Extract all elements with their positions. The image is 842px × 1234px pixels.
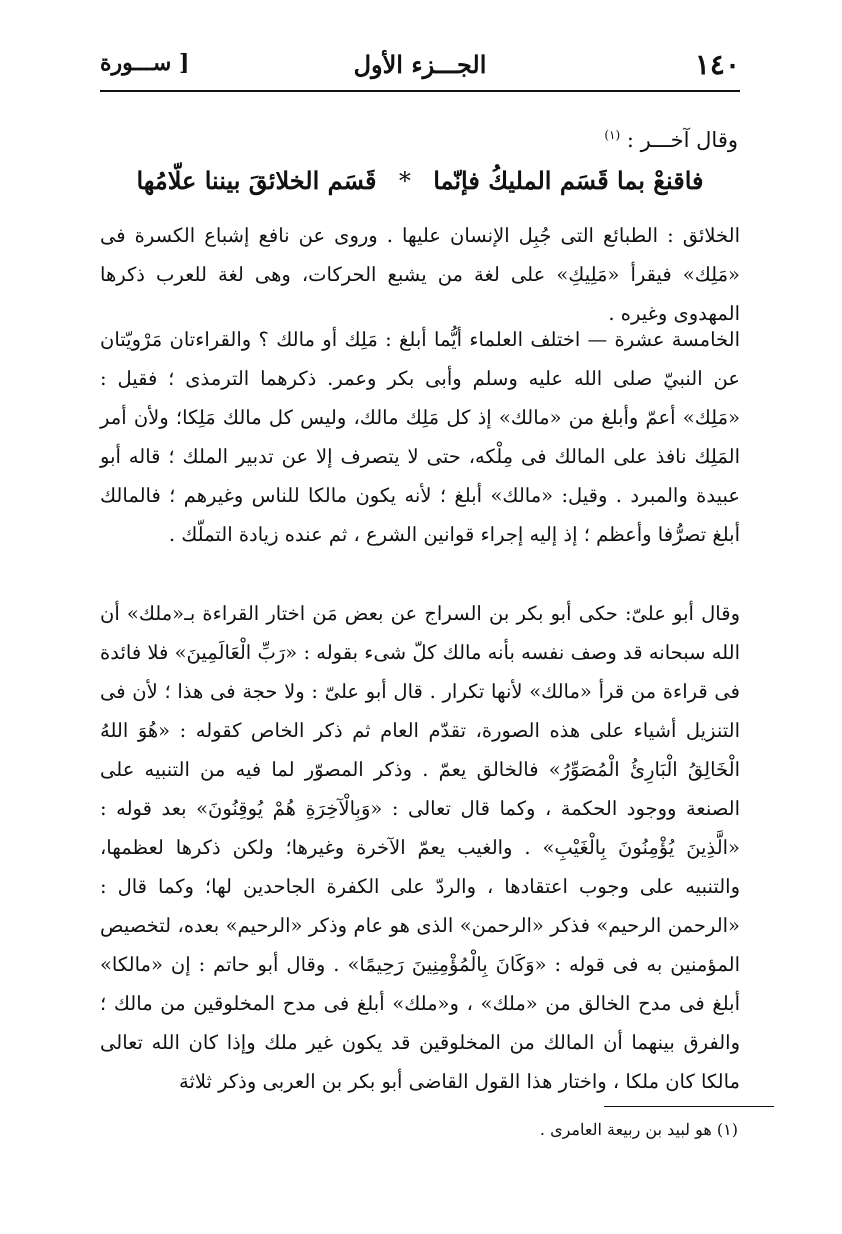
poem-separator: * (398, 167, 411, 195)
page-header (100, 44, 740, 84)
footnote-marker: (١) (604, 128, 621, 142)
poem-hemistich-2: قَسَم الخلائقَ بيننا علّامُها (136, 166, 377, 195)
paragraph-abu-ali: وقال أبو علىّ: حكى أبو بكر بن السراج عن بعض مَن اختار القراءة بـ«ملك» أن الله سبحانه قد وصف نفسه بأنه مالك كلّ شىء بقوله : «رَبِّ الْعَالَمِينَ» فلا فائدة فى قراءة من قرأ «مالك» لأنها تكرار . قال أبو علىّ : ولا حجة فى هذا ؛ لأن فى التنزيل أشياء على هذه الصورة، تقدّم العام ثم ذكر الخاص كقوله : «هُوَ اللهُ الْخَالِقُ الْبَارِئُ الْمُصَوِّرُ» فالخالق يعمّ . وذكر المصوّر لما فيه من التنبيه على الصنعة ووجود الحكمة ، وكما قال تعالى : «وَبِالْآخِرَةِ هُمْ يُوقِنُونَ» بعد قوله : «الَّذِينَ يُؤْمِنُونَ بِالْغَيْبِ» . والغيب يعمّ الآخرة وغيرها؛ ولكن ذكرها لعظمها، والتنبيه على وجوب اعتقادها ، والردّ على الكفرة الجاحدين لها؛ وكما قال : «الرحمن الرحيم» فذكر «الرحمن» الذى هو عام وذكر «الرحيم» بعده، لتخصيص المؤمنين به فى قوله : «وَكَانَ بِالْمُؤْمِنِينَ رَحِيمًا» . وقال أبو حاتم : إن «مالكا» أبلغ فى مدح الخالق من «ملك» ، و«ملك» أبلغ فى مدح المخلوقين من مالك ؛ والفرق بينهما أن المالك من المخلوقين قد يكون غير ملك وإذا كان الله تعالى مالكا كان ملكا ، واختار هذا القول القاضى أبو بكر بن العربى وذكر ثلاثة (100, 602, 740, 1093)
page-number: ١٤٠ (694, 48, 740, 81)
running-title: الجـــزء الأول (353, 50, 487, 79)
poem-verse (100, 164, 740, 198)
header-rule (100, 90, 740, 92)
poem-hemistich-1: فاقنعْ بما قَسَم المليكُ فإنّما (433, 166, 704, 195)
footnote-rule (604, 1106, 774, 1107)
footnote: (١) هو لبيد بن ربيعة العامرى . (539, 1120, 738, 1139)
surah-label: [ ســـورة (100, 50, 190, 76)
verse-intro-text: وقال آخـــر : (626, 128, 738, 152)
paragraph-khalaiq: الخلائق : الطبائع التى جُبِل الإنسان عليها . وروى عن نافع إشباع الكسرة فى «مَلِك» فيقرأ «مَلِيكِ» على لغة من يشبع الحركات، وهى لغة للعرب ذكرها المهدوى وغيره . (100, 224, 740, 325)
paragraph-fifteenth: الخامسة عشرة — اختلف العلماء أيُّما أبلغ : مَلِك أو مالك ؟ والقراءتان مَرْويّتان عن النبيّ صلى الله عليه وسلم وأبى بكر وعمر. ذكرهما الترمذى ؛ فقيل : «مَلِك» أعمّ وأبلغ من «مالك» إذ كل مَلِك مالك، وليس كل مالك مَلِكا؛ ولأن أمر المَلِك نافذ على المالك فى مِلْكه، حتى لا يتصرف إلا عن تدبير الملك ؛ قاله أبو عبيدة والمبرد . وقيل: «مالك» أبلغ ؛ لأنه يكون مالكا للناس وغيرهم ؛ فالمالك أبلغ تصرُّفا وأعظم ؛ إذ إليه إجراء قوانين الشرع ، ثم عنده زيادة التملّك . (100, 328, 740, 546)
verse-intro (604, 120, 738, 155)
